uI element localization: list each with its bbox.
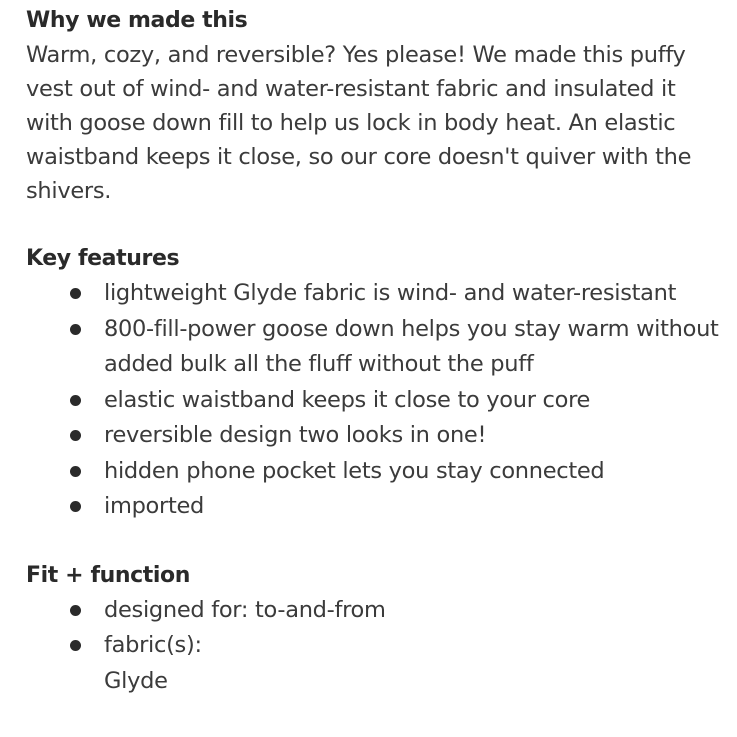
product-description [26, 4, 726, 699]
section-spacer [26, 208, 726, 242]
list-item-text: 800-fill-power goose down helps you stay warm without added bulk all the fluff without the puff [104, 315, 719, 377]
key-features-list [26, 276, 726, 525]
bullet-icon [70, 605, 81, 616]
bullet-icon [70, 640, 81, 651]
bullet-icon [70, 324, 81, 335]
list-item [26, 276, 726, 312]
bullet-icon [70, 395, 81, 406]
list-item [26, 418, 726, 454]
list-item-text: elastic waistband keeps it close to your core [104, 386, 591, 413]
list-item-text: designed for: to-and-from [104, 596, 386, 623]
list-item [26, 628, 726, 699]
bullet-icon [70, 288, 81, 299]
list-item [26, 593, 726, 629]
list-item [26, 454, 726, 490]
key-features-heading: Key features [26, 246, 180, 271]
list-item-text: reversible design two looks in one! [104, 422, 487, 448]
why-heading: Why we made this [26, 8, 248, 33]
list-item-text: fabric(s): Glyde [104, 632, 202, 694]
list-item [26, 383, 726, 419]
why-body: Warm, cozy, and reversible? Yes please! We made this puffy vest out of wind- and water-resistant fabric and insulated it with goose down fill to help us lock in body heat. An elastic waistband keeps it close, so our core doesn't quiver with the shivers. [26, 42, 692, 204]
section-spacer [26, 525, 726, 559]
list-item-text: hidden phone pocket lets you stay connected [104, 457, 605, 484]
bullet-icon [70, 430, 81, 441]
fit-function-heading: Fit + function [26, 562, 191, 588]
list-item [26, 489, 726, 525]
bullet-icon [70, 466, 81, 477]
list-item [26, 312, 726, 383]
list-item-text: lightweight Glyde fabric is wind- and water-resistant [104, 280, 677, 306]
bullet-icon [70, 501, 81, 512]
fit-function-list [26, 593, 726, 700]
list-item-text: imported [104, 493, 205, 519]
